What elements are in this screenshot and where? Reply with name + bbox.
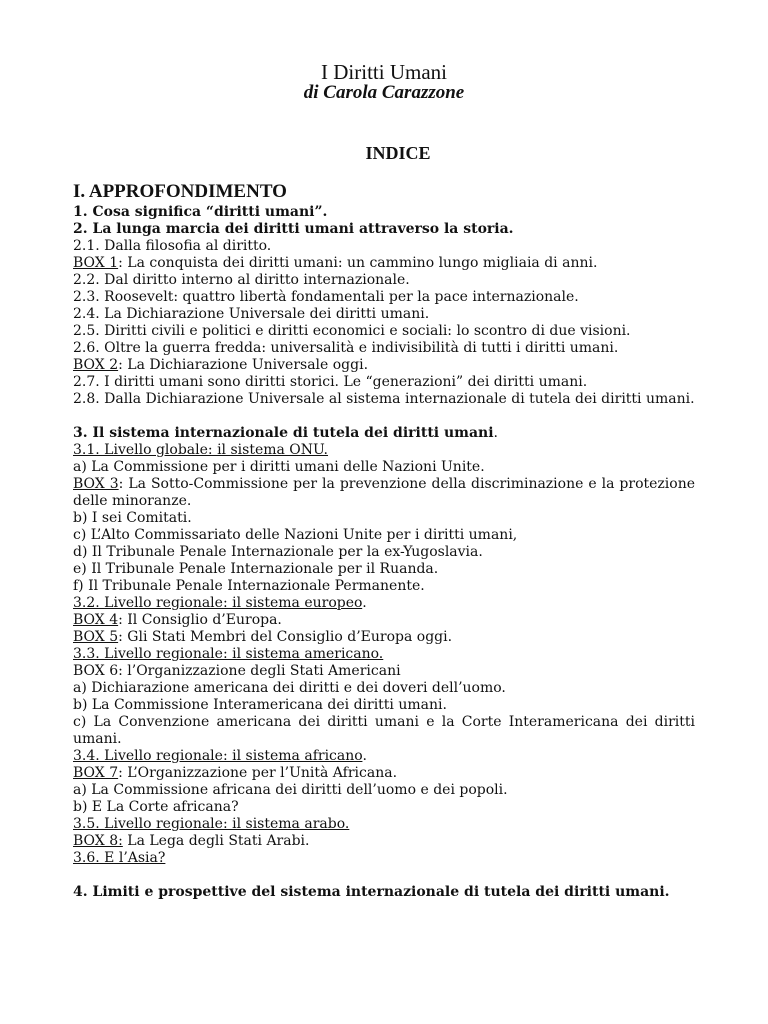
toc-line: a) La Commissione per i diritti umani delle Nazioni Unite. <box>73 459 485 475</box>
toc-line: b) E La Corte africana? <box>73 799 239 815</box>
toc-link[interactable]: 3.1. Livello globale: il sistema ONU. <box>73 442 329 458</box>
toc-line: 2.3. Roosevelt: quattro libertà fondamentali per la pace internazionale. <box>73 289 579 305</box>
toc-line <box>73 425 695 442</box>
toc-line <box>73 476 695 510</box>
box-link[interactable]: BOX 1 <box>73 255 119 271</box>
toc-line: 1. Cosa significa “diritti umani”. <box>73 204 328 220</box>
box-link[interactable]: BOX 4 <box>73 612 119 628</box>
toc-line <box>73 629 695 646</box>
toc-line: e) Il Tribunale Penale Internazionale per il Ruanda. <box>73 561 439 577</box>
toc-text: . <box>493 425 498 441</box>
toc-line: 2.2. Dal diritto interno al diritto internazionale. <box>73 272 410 288</box>
box-link[interactable]: BOX 3 <box>73 476 119 492</box>
document-author: di Carola Carazzone <box>303 82 465 103</box>
toc-line: 2.8. Dalla Dichiarazione Universale al sistema internazionale di tutela dei diritti umani. <box>73 391 695 407</box>
toc-link[interactable]: 3.6. E l’Asia? <box>73 850 166 866</box>
toc-line: 2.4. La Dichiarazione Universale dei diritti umani. <box>73 306 430 322</box>
toc-line: 4. Limiti e prospettive del sistema internazionale di tutela dei diritti umani. <box>73 884 670 900</box>
toc-line: BOX 6: l’Organizzazione degli Stati Americani <box>73 663 401 679</box>
toc-line: c) L’Alto Commissariato delle Nazioni Unite per i diritti umani, <box>73 527 518 543</box>
toc-line: 2.1. Dalla filosofia al diritto. <box>73 238 272 254</box>
toc-text: : La Sotto-Commissione per la prevenzione della discriminazione e la protezione delle minoranze. <box>73 476 696 509</box>
index-heading: INDICE <box>365 143 431 163</box>
toc-link[interactable]: 3.2. Livello regionale: il sistema europeo <box>73 595 363 611</box>
toc-line: 2.5. Diritti civili e politici e diritti economici e sociali: lo scontro di due visioni. <box>73 323 631 339</box>
toc-line <box>73 833 695 850</box>
toc-text: : La conquista dei diritti umani: un cammino lungo migliaia di anni. <box>118 255 598 271</box>
toc-text: . <box>362 595 367 611</box>
toc-line <box>73 595 695 612</box>
spacer <box>73 408 695 425</box>
toc-line: c) La Convenzione americana dei diritti umani e la Corte Interamericana dei diritti umani. <box>73 714 695 747</box>
toc-line: b) La Commissione Interamericana dei diritti umani. <box>73 697 447 713</box>
toc-line: a) Dichiarazione americana dei diritti e dei doveri dell’uomo. <box>73 680 506 696</box>
toc-line: b) I sei Comitati. <box>73 510 192 526</box>
toc-text: : L’Organizzazione per l’Unità Africana. <box>118 765 398 781</box>
document-title: I Diritti Umani <box>321 60 447 84</box>
toc-line: 2. La lunga marcia dei diritti umani attraverso la storia. <box>73 221 514 237</box>
toc-line <box>73 255 695 272</box>
toc-text: La Lega degli Stati Arabi. <box>122 833 310 849</box>
toc-line: f) Il Tribunale Penale Internazionale Permanente. <box>73 578 425 594</box>
toc-link[interactable]: 3.5. Livello regionale: il sistema arabo. <box>73 816 350 832</box>
toc-line: d) Il Tribunale Penale Internazionale per la ex-Yugoslavia. <box>73 544 483 560</box>
toc-text: : Gli Stati Membri del Consiglio d’Europa oggi. <box>118 629 453 645</box>
spacer <box>73 867 695 884</box>
box-link[interactable]: BOX 7 <box>73 765 119 781</box>
toc-text: 3. Il sistema internazionale di tutela dei diritti umani <box>73 425 494 441</box>
toc-line <box>73 612 695 629</box>
box-link[interactable]: BOX 2 <box>73 357 119 373</box>
toc-link[interactable]: 3.3. Livello regionale: il sistema americano. <box>73 646 384 662</box>
table-of-contents <box>73 204 695 901</box>
toc-line <box>73 748 695 765</box>
toc-line <box>73 357 695 374</box>
toc-text: : Il Consiglio d’Europa. <box>118 612 282 628</box>
toc-line <box>73 765 695 782</box>
toc-text: : La Dichiarazione Universale oggi. <box>118 357 369 373</box>
toc-line: 2.6. Oltre la guerra fredda: universalità e indivisibilità di tutti i diritti umani. <box>73 340 619 356</box>
box-link[interactable]: BOX 5 <box>73 629 119 645</box>
section-heading: I. APPROFONDIMENTO <box>73 181 287 202</box>
toc-text: . <box>362 748 367 764</box>
toc-link[interactable]: 3.4. Livello regionale: il sistema africano <box>73 748 363 764</box>
toc-line: a) La Commissione africana dei diritti dell’uomo e dei popoli. <box>73 782 508 798</box>
toc-line: 2.7. I diritti umani sono diritti storici. Le “generazioni” dei diritti umani. <box>73 374 588 390</box>
box-link[interactable]: BOX 8: <box>73 833 123 849</box>
